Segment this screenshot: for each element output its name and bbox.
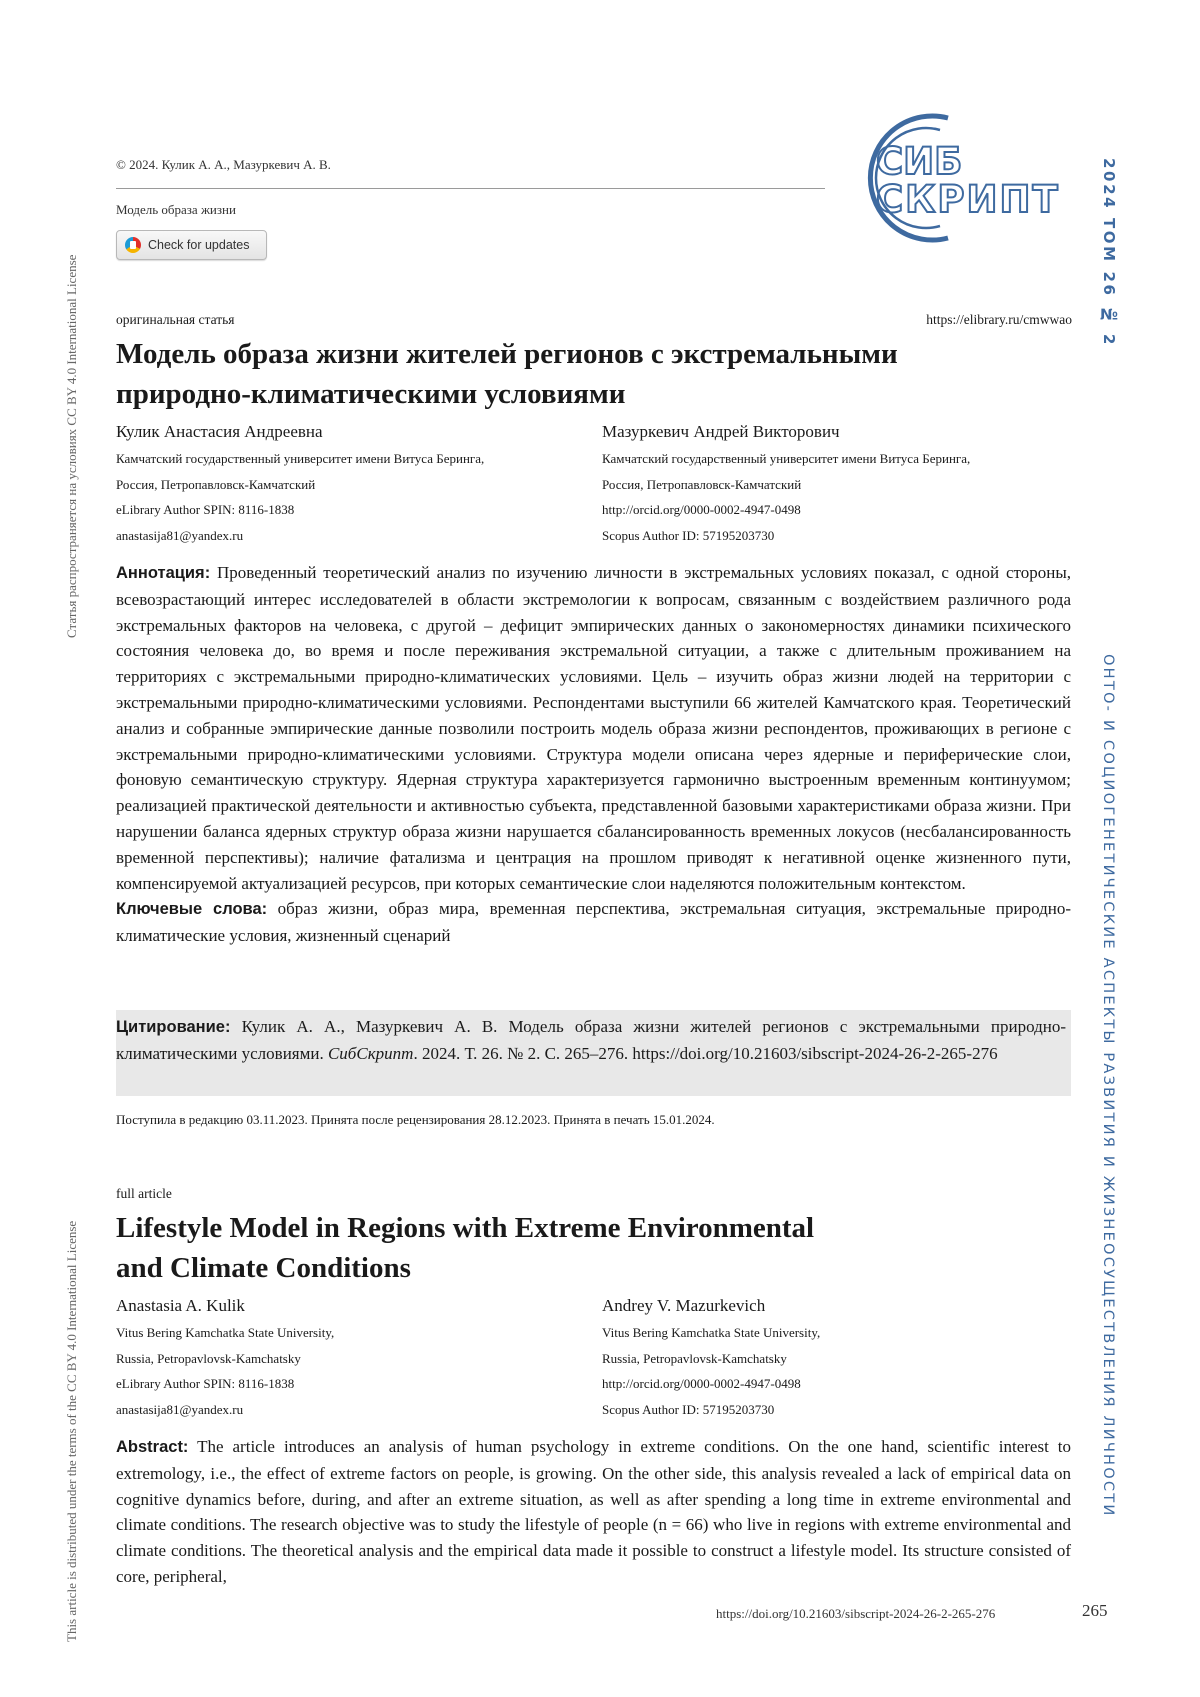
author-en-2-affiliation: Vitus Bering Kamchatka State University,: [602, 1325, 821, 1340]
header-divider: [116, 188, 825, 189]
citation-post[interactable]: . 2024. Т. 26. № 2. С. 265–276. https://doi.org/10.21603/sibscript-2024-26-2-265-276: [413, 1043, 998, 1063]
author-en-2-orcid[interactable]: http://orcid.org/0000-0002-4947-0498: [602, 1376, 801, 1391]
author-en-2: [602, 1296, 1072, 1422]
citation-text: [116, 1014, 1066, 1067]
author-ru-1-spin: eLibrary Author SPIN: 8116-1838: [116, 502, 295, 517]
abstract-ru: [116, 560, 1071, 949]
author-en-1-location: Russia, Petropavlovsk-Kamchatsky: [116, 1350, 301, 1366]
abstract-en-label: Abstract:: [116, 1438, 189, 1456]
citation-journal: СибСкрипт: [327, 1043, 414, 1063]
elibrary-link[interactable]: https://elibrary.ru/cmwwao: [926, 312, 1072, 327]
author-ru-2-name: Мазуркевич Андрей Викторович: [602, 422, 840, 441]
logo-text-line1: СИБ: [876, 140, 963, 183]
editorial-dates: Поступила в редакцию 03.11.2023. Принята после рецензирования 28.12.2023. Принята в печать 15.01.2024.: [116, 1112, 715, 1127]
author-en-2-name: Andrey V. Mazurkevich: [602, 1296, 766, 1315]
license-note-ru: Статья распространяется на условиях CC BY 4.0 International License: [64, 254, 79, 638]
author-en-1-spin: eLibrary Author SPIN: 8116-1838: [116, 1376, 295, 1391]
title-ru-line2: природно-климатическими условиями: [116, 378, 626, 410]
citation-label: Цитирование:: [116, 1018, 231, 1036]
author-ru-1: [116, 422, 586, 548]
issue-label: 2024 ТОМ 26 № 2: [1100, 158, 1118, 347]
journal-logo: [840, 108, 1080, 248]
keywords-ru-text: образ жизни, образ мира, временная перспектива, экстремальная ситуация, экстремальные природно-климатические условия, жизненный сценарий: [116, 899, 1072, 946]
author-en-1-name: Anastasia A. Kulik: [116, 1296, 245, 1315]
author-ru-2-scopus: Scopus Author ID: 57195203730: [602, 527, 775, 543]
author-ru-2-location: Россия, Петропавловск-Камчатский: [602, 476, 802, 492]
crossmark-icon: [125, 237, 141, 253]
article-type-en: full article: [116, 1186, 172, 1201]
title-ru-line1: Модель образа жизни жителей регионов с экстремальными: [116, 338, 898, 370]
abstract-en-text: The article introduces an analysis of human psychology in extreme conditions. On the one hand, scientific interest to extremology, i.e., the effect of extreme factors on people, is growing. On the other side, this analysis revealed a lack of empirical data on cognitive dynamics before, during, and after an extreme situation, as well as after spending a long time in extreme environmental and climate conditions. The research objective was to study the lifestyle of people (n = 66) who live in regions with extreme environmental and climate conditions. The theoretical analysis and the empirical data made it possible to construct a lifestyle model. Its structure consisted of core, peripheral,: [116, 1437, 1071, 1586]
author-en-1-affiliation: Vitus Bering Kamchatka State University,: [116, 1325, 335, 1340]
title-en: [116, 1208, 1016, 1288]
title-ru: [116, 334, 1016, 414]
license-note-en: This article is distributed under the terms of the CC BY 4.0 International License: [64, 1220, 79, 1642]
author-en-2-location: Russia, Petropavlovsk-Kamchatsky: [602, 1350, 787, 1366]
author-ru-1-name: Кулик Анастасия Андреевна: [116, 422, 323, 441]
author-ru-1-email[interactable]: anastasija81@yandex.ru: [116, 527, 244, 543]
logo-graphic: [840, 108, 1080, 248]
copyright-line: © 2024. Кулик А. А., Мазуркевич А. В.: [116, 157, 331, 172]
abstract-en: [116, 1434, 1071, 1590]
author-en-1: [116, 1296, 586, 1422]
title-en-line2: and Climate Conditions: [116, 1252, 411, 1284]
author-ru-2-affiliation: Камчатский государственный университет имени Витуса Беринга,: [602, 451, 971, 466]
section-rail-label: ОНТО- И СОЦИОГЕНЕТИЧЕСКИЕ АСПЕКТЫ РАЗВИТИЯ И ЖИЗНЕОСУЩЕСТВЛЕНИЯ ЛИЧНОСТИ: [1100, 654, 1117, 1518]
article-type-ru: оригинальная статья: [116, 312, 235, 327]
author-ru-1-affiliation: Камчатский государственный университет имени Витуса Беринга,: [116, 451, 485, 466]
author-ru-1-location: Россия, Петропавловск-Камчатский: [116, 476, 316, 492]
title-en-line1: Lifestyle Model in Regions with Extreme Environmental: [116, 1212, 815, 1244]
author-en-2-scopus: Scopus Author ID: 57195203730: [602, 1401, 775, 1417]
logo-text-line2: СКРИПТ: [876, 178, 1060, 221]
check-for-updates-button[interactable]: [116, 230, 267, 260]
author-ru-2-orcid[interactable]: http://orcid.org/0000-0002-4947-0498: [602, 502, 801, 517]
footer-doi[interactable]: https://doi.org/10.21603/sibscript-2024-26-2-265-276: [716, 1606, 996, 1621]
author-en-1-email[interactable]: anastasija81@yandex.ru: [116, 1401, 244, 1417]
citation-pre: Кулик А. А., Мазуркевич А. В. Модель образа жизни жителей регионов с экстремальными природно-климатическими условиями.: [116, 1017, 1066, 1063]
abstract-ru-label: Аннотация:: [116, 564, 211, 582]
keywords-ru-label: Ключевые слова:: [116, 900, 268, 919]
check-for-updates-label: Check for updates: [148, 238, 250, 252]
author-ru-2: [602, 422, 1072, 548]
page-number: 265: [1082, 1601, 1108, 1620]
running-title: Модель образа жизни: [116, 202, 236, 217]
abstract-ru-text: Проведенный теоретический анализ по изучению личности в экстремальных условиях показал, с одной стороны, всевозрастающий интерес исследователей в области экстремологии к вопросам, связанным с воздействием различного рода экстремальных факторов на человека, с другой – дефицит эмпирических данных о закономерностях динамики психического состояния человека до, во время и после переживания экстремальной ситуации, а также с длительным проживанием на территориях с экстремальными природно-климатических условиями. Цель – изучить образ жизни людей на территории с экстремальными природно-климатическими условиями. Респондентами выступили 66 жителей Камчатского края. Теоретический анализ и собранные эмпирические данные позволили построить модель образа жизни респондентов, проживающих в регионе с экстремальными природно-климатическими условиями. Структура модели описана через ядерные и периферические слои, фоновую семантическую структуру. Ядерная структура характеризуется гармонично выстроенным временным континуумом; реализацией практической деятельности и активностью субъекта, представленной базовыми характеристиками образа жизни. При нарушении баланса ядерных структур образа жизни нарушается сбалансированность временных локусов (несбалансированность временной перспективы); наличие фатализма и центрация на прошлом приводят к негативной оценке жизненного пути, компенсируемой актуализацией ресурсов, при которых семантические слои наделяются положительным контекстом.: [116, 563, 1071, 893]
